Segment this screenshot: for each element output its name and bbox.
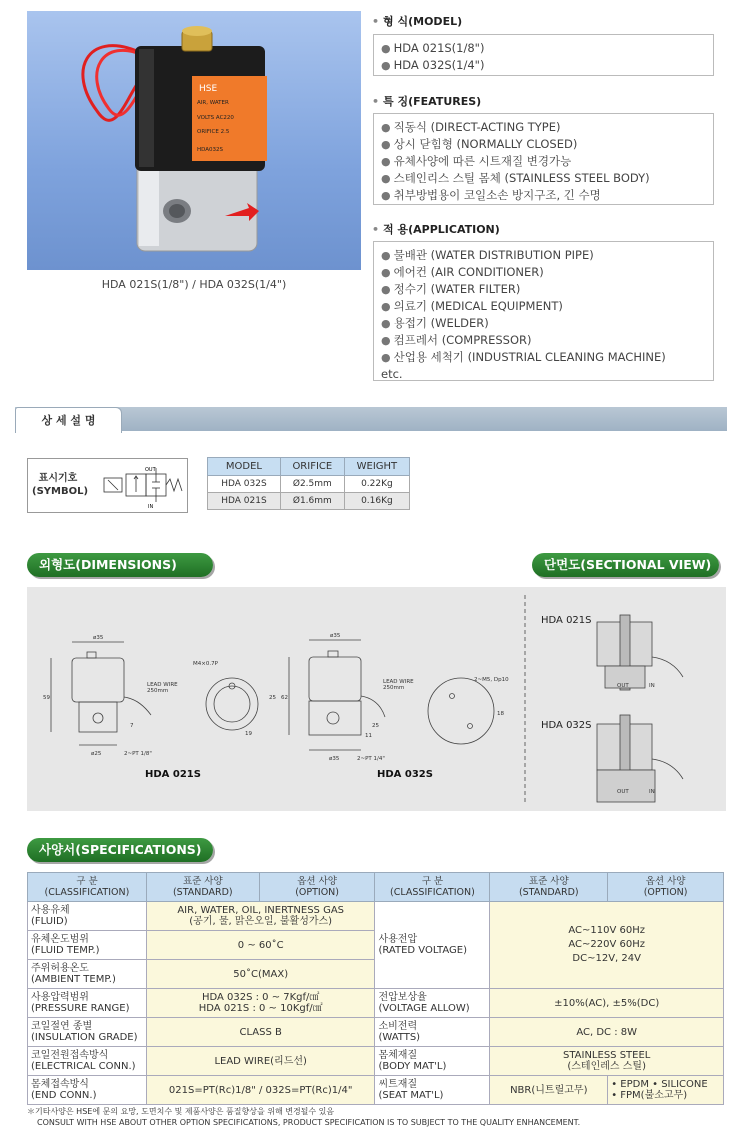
- column-header: 구 분 (CLASSIFICATION): [375, 873, 490, 902]
- svg-text:18: 18: [497, 711, 504, 717]
- table-row: 주위허용온도 (AMBIENT TEMP.) 50˚C(MAX): [28, 960, 724, 989]
- svg-text:59: 59: [43, 695, 50, 701]
- svg-text:IN: IN: [649, 683, 655, 689]
- list-item: ● 의료기 (MEDICAL EQUIPMENT): [381, 298, 706, 315]
- column-header: MODEL: [208, 458, 281, 476]
- list-item: ● 취부방법용이 코일소손 방지구조, 긴 수명: [381, 187, 706, 204]
- symbol-label: 표시기호: [38, 473, 78, 484]
- application-heading: • 적 용(APPLICATION): [372, 223, 500, 236]
- table-row: 몸체접속방식 (END CONN.) 021S=PT(Rc)1/8" / 032S=PT(Rc)1/4" 씨트재질 (SEAT MAT'L) NBR(니트릴고무) • EPDM • SILICONE • FPM(불소고무): [28, 1076, 724, 1105]
- model-box: [373, 34, 714, 76]
- specifications-heading: 사양서(SPECIFICATIONS): [27, 838, 213, 862]
- svg-text:LEAD WIRE: LEAD WIRE: [147, 682, 178, 688]
- table-row: HDA 021S Ø1.6mm 0.16Kg: [208, 493, 410, 510]
- svg-text:HDA032S: HDA032S: [197, 147, 224, 153]
- svg-text:IN: IN: [148, 504, 154, 510]
- list-item: ● 물배관 (WATER DISTRIBUTION PIPE): [381, 247, 706, 264]
- column-header: 표준 사양 (STANDARD): [146, 873, 259, 902]
- svg-text:62: 62: [281, 695, 288, 701]
- svg-text:OUT: OUT: [145, 467, 156, 473]
- list-item: ● 정수기 (WATER FILTER): [381, 281, 706, 298]
- svg-text:7: 7: [130, 723, 134, 729]
- model-heading: • 형 식(MODEL): [372, 15, 463, 28]
- list-item: ● 용접기 (WELDER): [381, 315, 706, 332]
- svg-text:OUT: OUT: [617, 683, 629, 689]
- table-row: 사용압력범위 (PRESSURE RANGE) HDA 032S : 0 ~ 7Kgf/㎠ HDA 021S : 0 ~ 10Kgf/㎠ 전압보상율 (VOLTAGE ALLOW) ±10%(AC), ±5%(DC): [28, 989, 724, 1018]
- column-header: 구 분 (CLASSIFICATION): [28, 873, 147, 902]
- svg-text:25: 25: [269, 695, 276, 701]
- features-heading: • 특 징(FEATURES): [372, 95, 482, 108]
- svg-text:2~PT 1/8": 2~PT 1/8": [124, 751, 152, 757]
- table-row: 코일절연 종별 (INSULATION GRADE) CLASS B 소비전력 (WATTS) AC, DC : 8W: [28, 1018, 724, 1047]
- column-header: 표준 사양 (STANDARD): [490, 873, 608, 902]
- tab-detail[interactable]: 상 세 설 명: [15, 407, 122, 433]
- model-table: [207, 457, 410, 510]
- hda021s-dimension-label: HDA 021S: [145, 769, 201, 780]
- table-row: 유체온도범위 (FLUID TEMP.) 0 ~ 60˚C: [28, 931, 724, 960]
- features-box: [373, 113, 714, 205]
- application-box: [373, 241, 714, 381]
- drawings-panel: [27, 587, 726, 811]
- list-item: ● 컴프레서 (COMPRESSOR): [381, 332, 706, 349]
- list-item: ● 산업용 세척기 (INDUSTRIAL CLEANING MACHINE): [381, 349, 706, 366]
- table-row: HDA 032S Ø2.5mm 0.22Kg: [208, 476, 410, 493]
- sectional-heading: 단면도(SECTIONAL VIEW): [532, 553, 719, 577]
- svg-text:ø35: ø35: [330, 633, 341, 639]
- list-item: ● HDA 032S(1/4"): [381, 57, 706, 74]
- svg-text:ORIFICE 2.5: ORIFICE 2.5: [197, 129, 230, 135]
- list-item-etc: etc.: [381, 367, 403, 381]
- sectional-label-032s: HDA 032S: [541, 720, 592, 731]
- valve-symbol-icon: [90, 462, 186, 510]
- list-item: ● HDA 021S(1/8"): [381, 40, 706, 57]
- svg-text:25: 25: [372, 723, 379, 729]
- svg-text:2~PT 1/4": 2~PT 1/4": [357, 756, 385, 762]
- product-caption: HDA 021S(1/8") / HDA 032S(1/4"): [101, 278, 287, 291]
- svg-text:M4×0.7P: M4×0.7P: [193, 661, 218, 667]
- list-item: ● 상시 닫힘형 (NORMALLY CLOSED): [381, 136, 706, 153]
- list-item: ● 직동식 (DIRECT-ACTING TYPE): [381, 119, 706, 136]
- product-photo: [27, 11, 361, 270]
- hda032s-dimension-label: HDA 032S: [377, 769, 433, 780]
- svg-text:250mm: 250mm: [383, 685, 405, 691]
- svg-text:LEAD WIRE: LEAD WIRE: [383, 679, 414, 685]
- column-header: 옵션 사양 (OPTION): [608, 873, 724, 902]
- svg-text:ø25: ø25: [91, 751, 102, 757]
- symbol-box: 표시기호 (SYMBOL) OUT IN: [27, 458, 188, 513]
- svg-text:VOLTS AC220: VOLTS AC220: [197, 115, 234, 121]
- svg-text:OUT: OUT: [617, 789, 629, 795]
- table-row: 코일전원접속방식 (ELECTRICAL CONN.) LEAD WIRE(리드선) 몸체재질 (BODY MAT'L) STAINLESS STEEL (스테인레스 스틸): [28, 1047, 724, 1076]
- column-header: ORIFICE: [280, 458, 344, 476]
- svg-text:11: 11: [365, 733, 372, 739]
- sectional-label-021s: HDA 021S: [541, 615, 592, 626]
- footnote: ＊기타사양은 HSE에 문의 요망, 도면치수 및 제품사양은 품질향상을 위해 변경될수 있음 CONSULT WITH HSE ABOUT OTHER OPTION SPECIFICATIONS, PRODUCT SPECIFICATION IS TO SUBJECT TO THE QUALITY ENHANCEMENT.: [27, 1107, 581, 1127]
- svg-text:AIR, WATER: AIR, WATER: [197, 100, 229, 106]
- table-row: 사용유체 (FLUID) AIR, WATER, OIL, INERTNESS GAS (공기, 물, 맑은오일, 불활성가스) 사용전압 (RATED VOLTAGE) AC~110V 60Hz AC~220V 60Hz DC~12V, 24V: [28, 902, 724, 931]
- photo-label-brand: HSE: [199, 84, 218, 94]
- svg-text:IN: IN: [649, 789, 655, 795]
- svg-text:ø35: ø35: [93, 635, 104, 641]
- svg-text:19: 19: [245, 731, 252, 737]
- list-item: ● 스테인리스 스틸 몸체 (STAINLESS STEEL BODY): [381, 170, 706, 187]
- svg-text:2~M5, Dp10: 2~M5, Dp10: [474, 677, 509, 683]
- svg-text:250mm: 250mm: [147, 688, 169, 694]
- specifications-table: [27, 872, 724, 1105]
- svg-text:ø35: ø35: [329, 756, 340, 762]
- dimensions-heading: 외형도(DIMENSIONS): [27, 553, 213, 577]
- list-item: ● 유체사양에 따른 시트재질 변경가능: [381, 153, 706, 170]
- column-header: WEIGHT: [344, 458, 409, 476]
- column-header: 옵션 사양 (OPTION): [259, 873, 375, 902]
- list-item: ● 에어컨 (AIR CONDITIONER): [381, 264, 706, 281]
